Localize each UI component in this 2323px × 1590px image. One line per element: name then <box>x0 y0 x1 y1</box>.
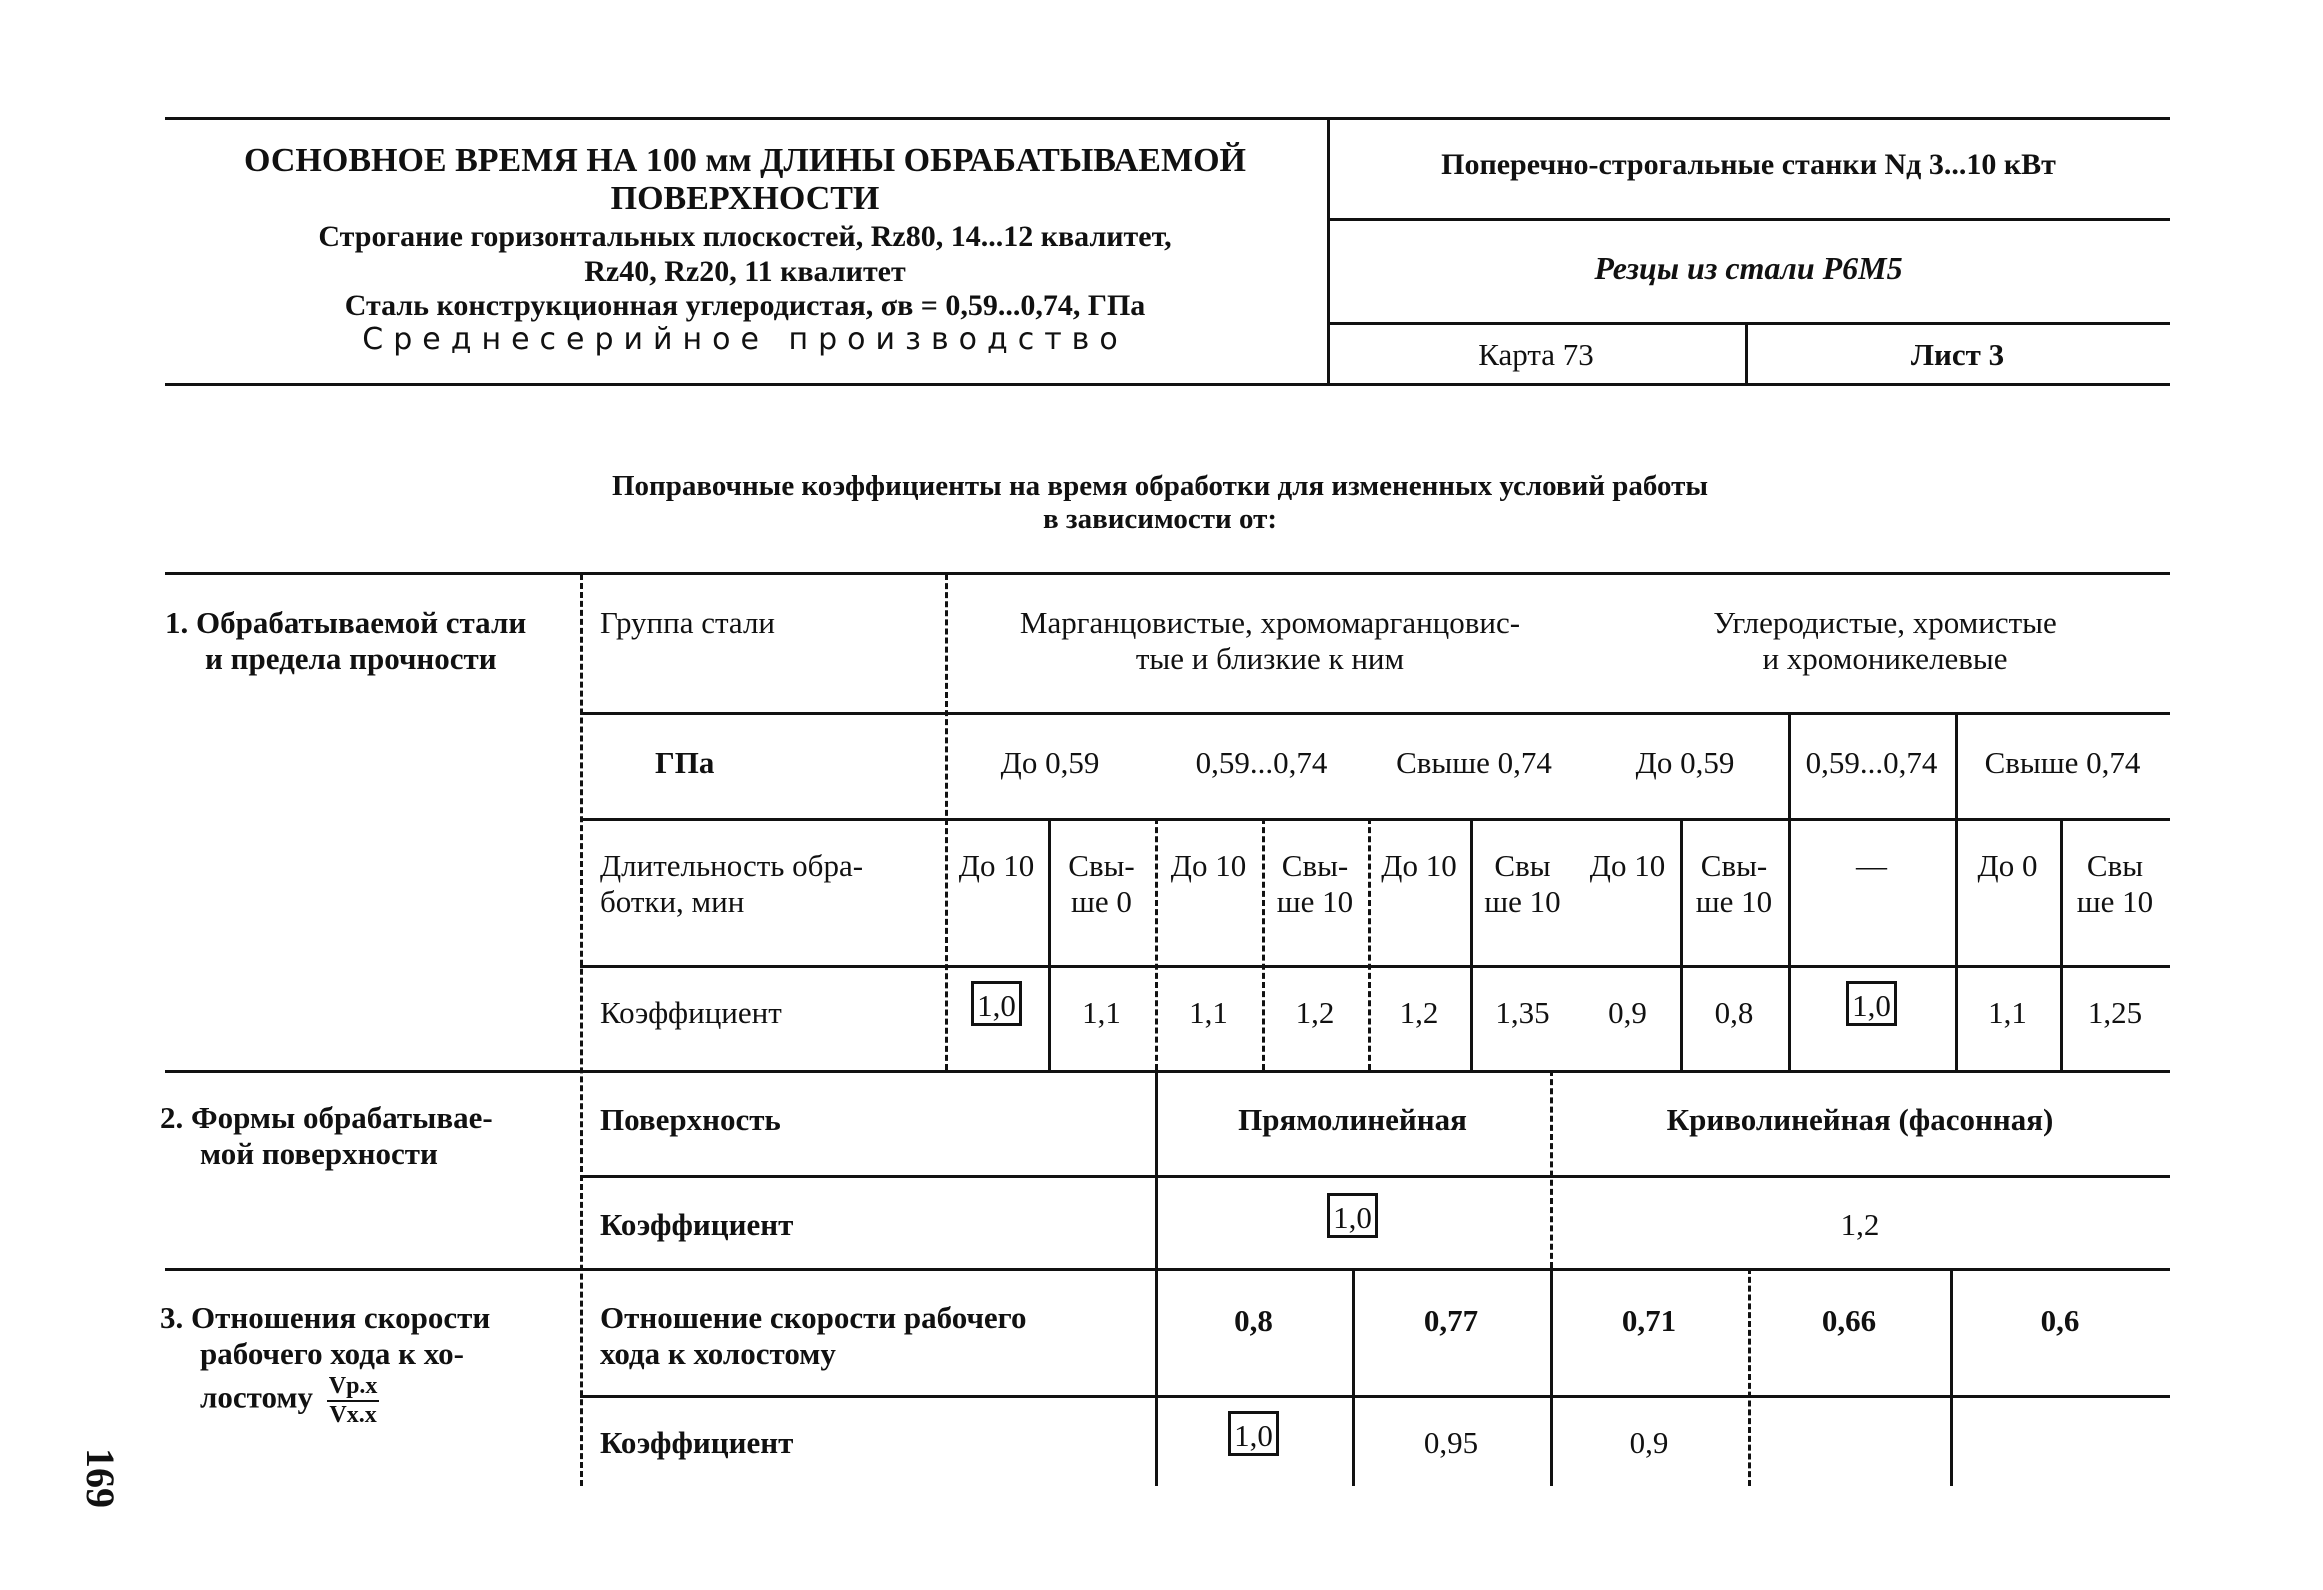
header-right-rule-2 <box>1327 322 2170 325</box>
coef-1-3: 1,1 <box>1189 995 1228 1030</box>
duration-6: Свы ше 10 <box>1484 848 1561 919</box>
coef-1-7: 0,9 <box>1608 995 1647 1030</box>
coef-label-3: Коэффициент <box>600 1425 794 1460</box>
tool-material: Резцы из стали Р6М5 <box>1594 250 1903 286</box>
coef-1-9 <box>1788 988 1955 1024</box>
coef-2-straight <box>1155 1200 1550 1236</box>
machine-type: Поперечно-строгальные станки Nд 3...10 кВт <box>1441 148 2056 181</box>
ratio-1: 0,8 <box>1234 1303 1273 1338</box>
base-value-box: 1,0 <box>971 981 1022 1026</box>
duration-label: Длительность обра- ботки, мин <box>600 848 864 919</box>
ratio-3: 0,71 <box>1621 1303 1677 1338</box>
coef-2-curved: 1,2 <box>1840 1207 1880 1242</box>
coef-3-2: 0,95 <box>1423 1425 1479 1460</box>
steel-group-b: Углеродистые, хромистые и хромоникелевые <box>1713 605 2057 676</box>
s1-rule-3 <box>580 965 2170 968</box>
coef-1-6: 1,35 <box>1495 995 1550 1030</box>
ratio-5: 0,6 <box>2040 1303 2080 1338</box>
strength-b-2: 0,59...0,74 <box>1805 745 1938 780</box>
section3-label: 3. Отношения скорости рабочего хода к хо- лостому $\frac{Vp.x}{Vx.x}$ <box>160 1300 491 1428</box>
coef-1-5: 1,2 <box>1399 995 1439 1030</box>
surface-curved: Криволинейная (фасонная) <box>1666 1102 2054 1137</box>
duration-10: До 0 <box>1977 848 2038 883</box>
duration-4: Свы- ше 10 <box>1276 848 1354 919</box>
duration-7: До 10 <box>1589 848 1666 883</box>
s3-vline-4 <box>1748 1268 1751 1486</box>
strength-a-1: До 0,59 <box>1000 745 1100 780</box>
page-number: 169 <box>78 1448 123 1508</box>
production-type: Среднесерийное производство <box>362 322 1128 357</box>
s1-rule-1 <box>580 712 2170 715</box>
coef-3-3: 0,9 <box>1629 1425 1669 1460</box>
coef-1-10: 1,1 <box>1988 995 2027 1030</box>
base-value-box: 1,0 <box>1228 1411 1279 1456</box>
header-bottom-rule <box>165 383 2170 386</box>
steel-group-label: Группа стали <box>600 605 776 640</box>
section1-bottom-rule <box>165 1070 2170 1073</box>
base-value-box: 1,0 <box>1846 981 1897 1026</box>
s1-rule-2 <box>580 818 2170 821</box>
steel-group-a: Марганцовистые, хромомарганцовис- тые и близкие к ним <box>1019 605 1521 676</box>
sheet-number: Лист 3 <box>1910 337 2005 372</box>
header-right-rule-1 <box>1327 218 2170 221</box>
coef-1-11: 1,25 <box>2087 995 2143 1030</box>
coef-1-2: 1,1 <box>1082 995 1121 1030</box>
duration-8: Свы- ше 10 <box>1695 848 1773 919</box>
coef-1-1 <box>945 988 1048 1024</box>
ratio-4: 0,66 <box>1821 1303 1877 1338</box>
card-number: Карта 73 <box>1478 337 1594 372</box>
ratio-label: Отношение скорости рабочего хода к холостому <box>600 1300 1027 1371</box>
coef-1-4: 1,2 <box>1295 995 1335 1030</box>
strength-b-3: Свыше 0,74 <box>1984 745 2141 780</box>
label-column-divider <box>580 574 583 1486</box>
strength-b-1: До 0,59 <box>1635 745 1735 780</box>
speed-ratio-fraction: $\frac{Vp.x}{Vx.x}$ <box>328 1373 378 1428</box>
s2-vline-1 <box>1155 1070 1158 1268</box>
s3-rule-1 <box>580 1395 2170 1398</box>
coef-label-2: Коэффициент <box>600 1207 794 1242</box>
duration-2: Свы- ше 0 <box>1068 848 1135 919</box>
strength-a-2: 0,59...0,74 <box>1195 745 1328 780</box>
page-subtitle: Строгание горизонтальных плоскостей, Rz80, 14...12 квалитет, Rz40, Rz20, 11 квалитет Сталь конструкционная углеродистая, σв = 0,59...0,74, ГПа <box>318 220 1172 322</box>
base-value-box: 1,0 <box>1327 1193 1378 1238</box>
coef-3-1 <box>1155 1418 1352 1454</box>
surface-label: Поверхность <box>600 1102 781 1137</box>
page-title: ОСНОВНОЕ ВРЕМЯ НА 100 мм ДЛИНЫ ОБРАБАТЫВАЕМОЙ ПОВЕРХНОСТИ <box>244 142 1246 218</box>
s2-rule-1 <box>580 1175 2170 1178</box>
ratio-2: 0,77 <box>1423 1303 1479 1338</box>
section1-label: 1. Обрабатываемой стали и предела прочности <box>165 605 527 676</box>
section2-label: 2. Формы обрабатывае- мой поверхности <box>160 1100 493 1171</box>
duration-9: — <box>1856 848 1887 883</box>
strength-unit-label: ГПа <box>655 745 715 780</box>
coef-1-8: 0,8 <box>1714 995 1754 1030</box>
s3-vline-5 <box>1950 1268 1953 1486</box>
duration-11: Свы ше 10 <box>2076 848 2154 919</box>
strength-a-3: Свыше 0,74 <box>1396 745 1552 780</box>
duration-3: До 10 <box>1170 848 1247 883</box>
duration-5: До 10 <box>1381 848 1457 883</box>
coef-label-1: Коэффициент <box>600 995 782 1030</box>
header-top-rule <box>165 117 2170 120</box>
table-caption: Поправочные коэффициенты на время обработки для измененных условий работы в зависимости от: <box>612 470 1708 536</box>
surface-straight: Прямолинейная <box>1238 1102 1467 1137</box>
section2-bottom-rule <box>165 1268 2170 1271</box>
table-top-rule <box>165 572 2170 575</box>
duration-1: До 10 <box>958 848 1035 883</box>
